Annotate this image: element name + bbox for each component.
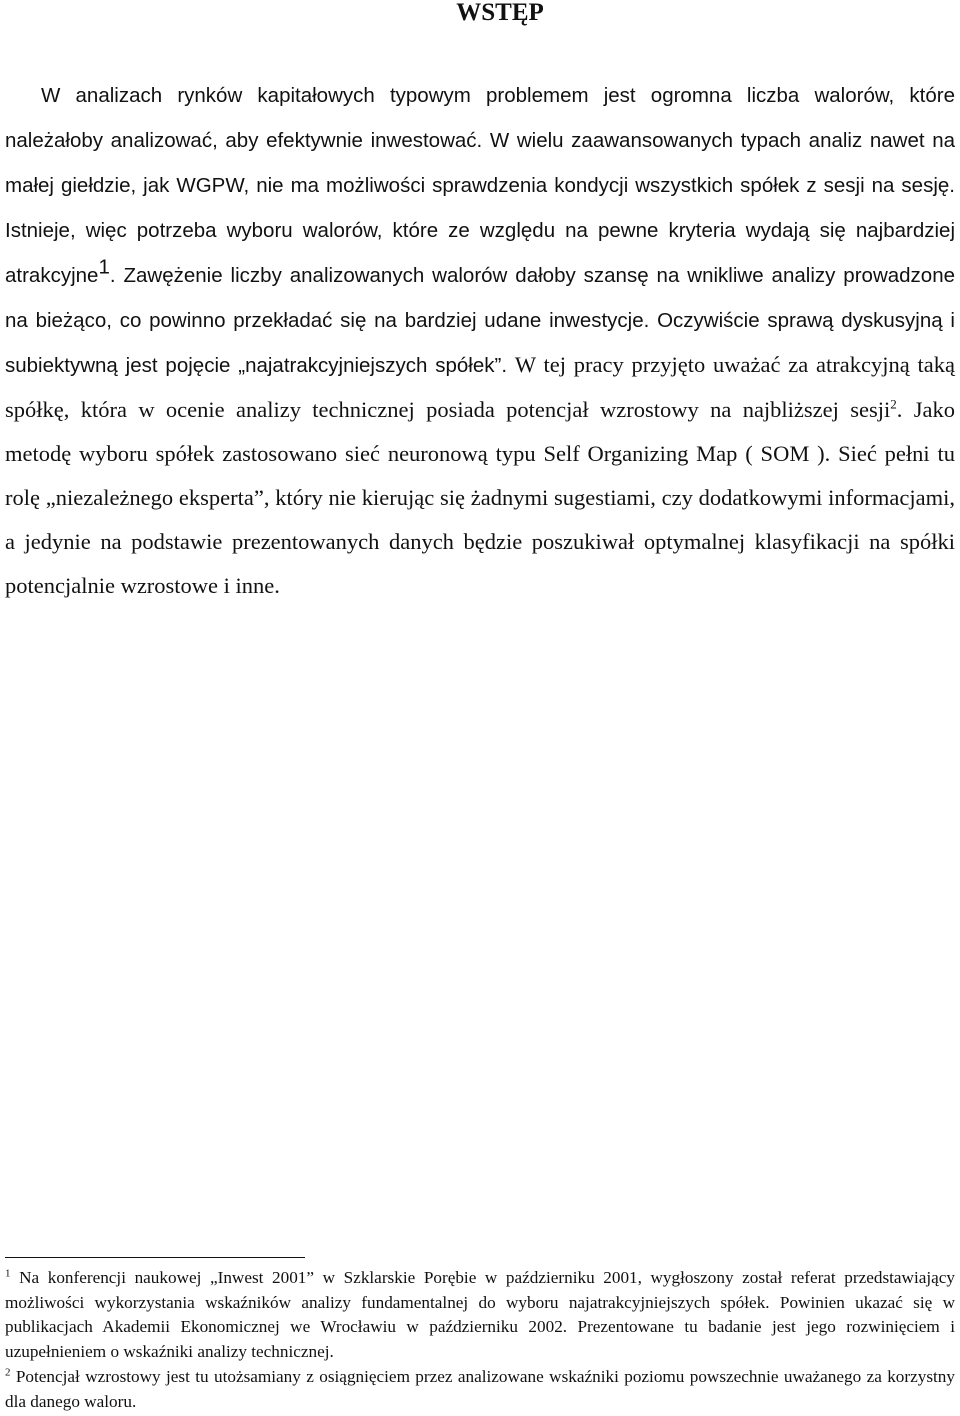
footnote-ref-1[interactable]: 1 — [98, 255, 110, 279]
body-paragraph — [5, 73, 955, 608]
footnotes — [5, 1266, 955, 1414]
footnote-number: 1 — [5, 1267, 11, 1280]
paragraph-sentence-2: . Zawężenie liczby analizowanych walorów dałoby szansę na wnikliwe analizy prowadzone na bieżąco, co powinno przekładać się na bardziej udane inwestycje. Oczywiście sprawą dyskusyjną i subiektywną jest pojęcie „najatrakcyjniejszych spółek”. — [5, 264, 955, 377]
footnote-separator — [5, 1257, 305, 1258]
paragraph-sentence-4: . Jako metodę wyboru spółek zastosowano sieć neuronową typu Self Organizing Map ( SOM ). Sieć pełni tu rolę „niezależnego eksperta”, który nie kierując się żadnymi sugestiami, czy dodatkowymi informacjami, a jedynie na podstawie prezentowanych danych będzie poszukiwał optymalnej klasyfikacji na spółki potencjalnie wzrostowe i inne. — [5, 397, 955, 598]
footnote-text: Potencjał wzrostowy jest tu utożsamiany z osiągnięciem przez analizowane wskaźniki poziomu powszechnie uważanego za korzystny dla danego waloru. — [5, 1366, 955, 1411]
footnote-number: 2 — [5, 1366, 11, 1379]
footnote-text: Na konferencji naukowej „Inwest 2001” w Szklarskie Porębie w październiku 2001, wygłoszony został referat przedstawiający możliwości wykorzystania wskaźników analizy fundamentalnej do wyboru najatrakcyjniejszych spółek. Powinien ukazać się w publikacjach Akademii Ekonomicznej we Wrocławiu w październiku 2002. Prezentowane tu badanie jest jego rozwinięciem i uzupełnieniem o wskaźniki analizy technicznej. — [5, 1268, 955, 1362]
page-title: WSTĘP — [456, 0, 544, 26]
paragraph-sentence-1: W analizach rynków kapitałowych typowym problemem jest ogromna liczba walorów, które należałoby analizować, aby efektywnie inwestować. W wielu zaawansowanych typach analiz nawet na małej giełdzie, jak WGPW, nie ma możliwości sprawdzenia kondycji wszystkich spółek z sesji na sesję. Istnieje, więc potrzeba wyboru walorów, które ze względu na pewne kryteria wydają się najbardziej atrakcyjne — [5, 84, 955, 287]
footnote-1 — [5, 1266, 955, 1365]
footnote-ref-2[interactable]: 2 — [890, 396, 897, 412]
paragraph-sentence-3: W tej pracy przyjęto uważać za atrakcyjną taką spółkę, która w ocenie analizy technicznej posiada potencjał wzrostowy na najbliższej sesji — [5, 352, 956, 422]
footnote-2 — [5, 1365, 955, 1414]
